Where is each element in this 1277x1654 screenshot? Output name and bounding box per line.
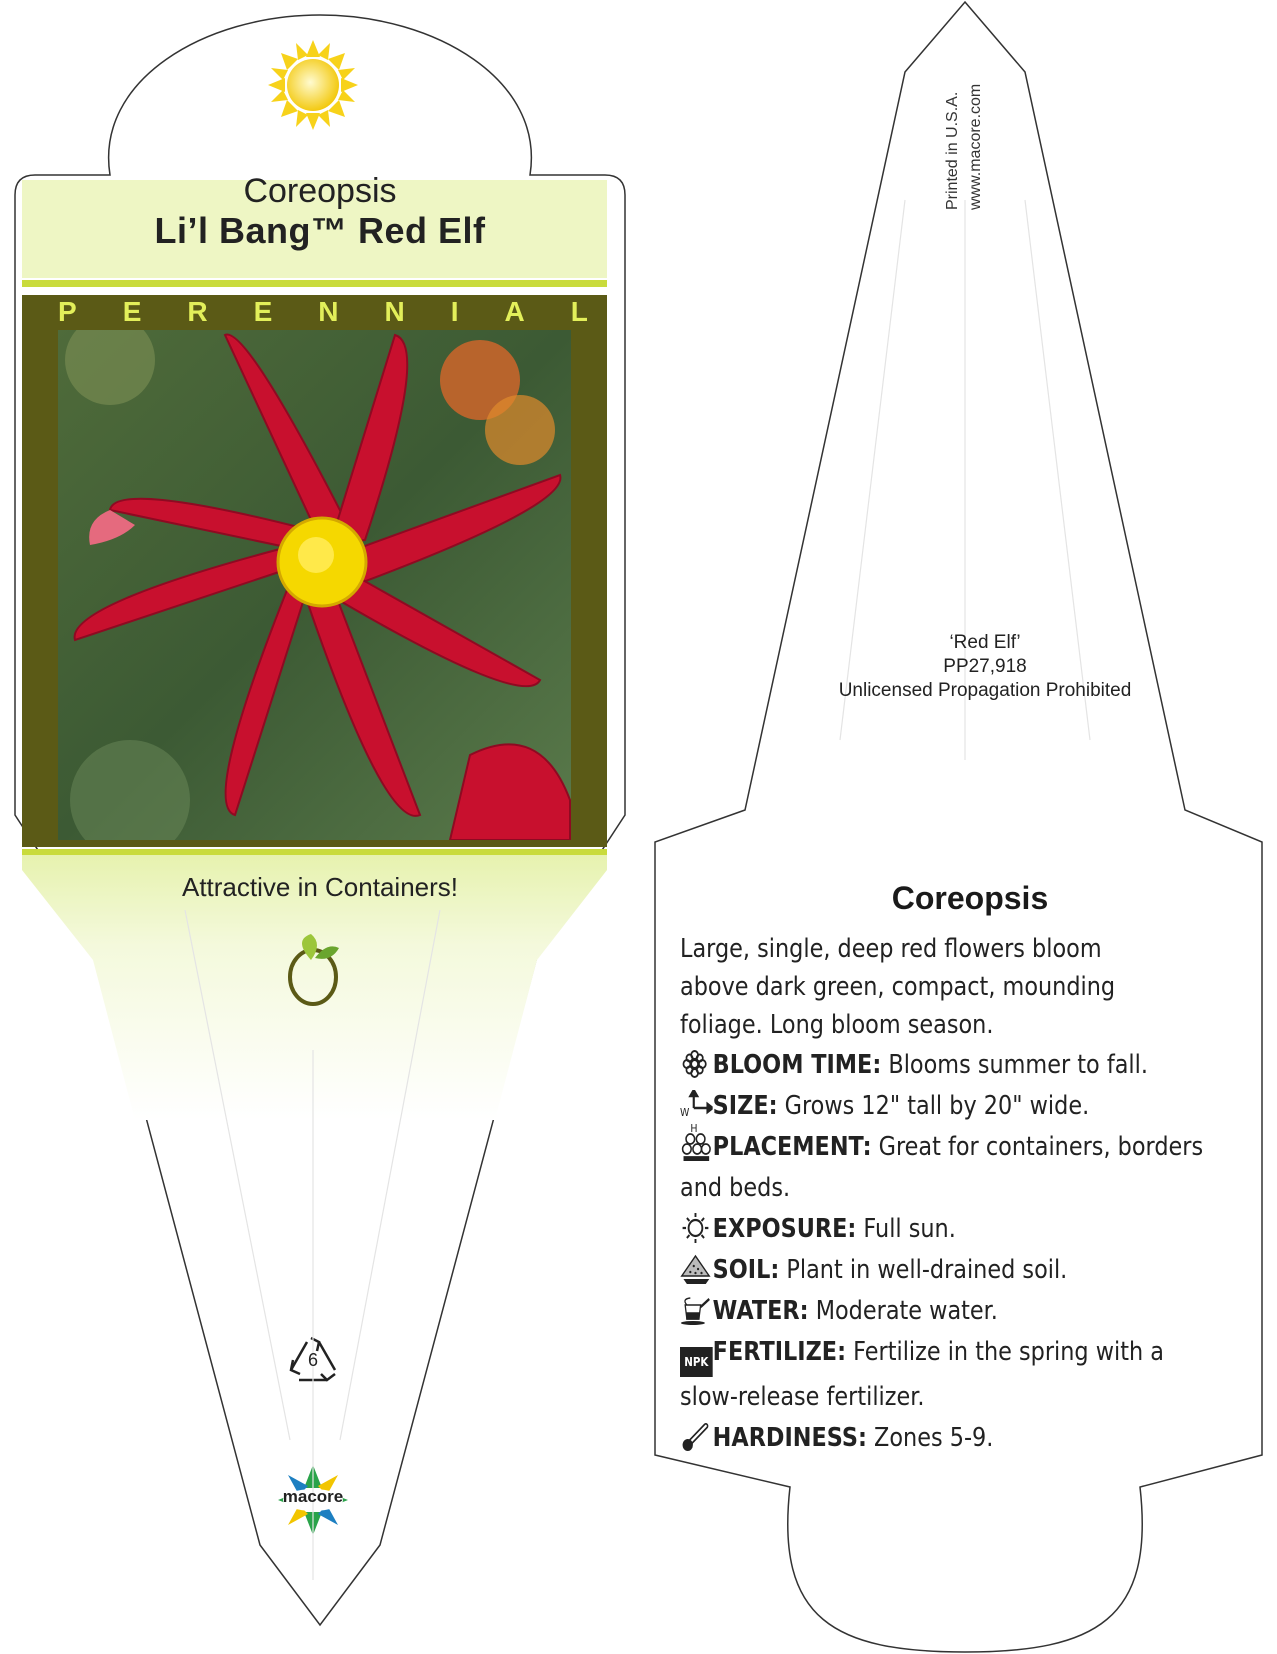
- care-list: [680, 1045, 1240, 1459]
- care-text: Moderate water.: [808, 1296, 998, 1326]
- legal-patent: PP27,918: [943, 656, 1027, 677]
- care-text: Plant in well-drained soil.: [779, 1255, 1068, 1285]
- sun-icon: [268, 40, 358, 130]
- care-water: [680, 1291, 1222, 1332]
- care-label: HARDINESS:: [712, 1423, 867, 1453]
- category-letter: L: [570, 296, 588, 327]
- care-bloom-time: [680, 1045, 1222, 1086]
- recycle-code: 6: [307, 1350, 318, 1370]
- care-size: [680, 1086, 1222, 1135]
- lower-band-rule: [22, 849, 607, 855]
- category-letter: P: [58, 296, 77, 327]
- category-letter: A: [504, 296, 525, 327]
- sun-outline-icon: [680, 1213, 713, 1243]
- category-letter: E: [122, 296, 142, 327]
- front-tag: [15, 15, 625, 1625]
- care-exposure: [680, 1209, 1222, 1250]
- care-label: SIZE:: [712, 1091, 778, 1121]
- category-letter: E: [253, 296, 273, 327]
- printed-in: Printed in U.S.A.: [944, 91, 961, 210]
- size-icon-w: W: [680, 1106, 690, 1119]
- placement-icon: [680, 1131, 713, 1161]
- care-label: PLACEMENT:: [712, 1132, 872, 1162]
- flower-icon: [680, 1049, 713, 1079]
- legal-cultivar: ‘Red Elf’: [949, 632, 1021, 653]
- category-letter: N: [384, 296, 405, 327]
- size-icon: [680, 1090, 713, 1135]
- legal-notice: Unlicensed Propagation Prohibited: [838, 680, 1132, 701]
- website: www.macore.com: [967, 83, 984, 210]
- soil-icon: [680, 1254, 713, 1284]
- npk-icon: NPK: [680, 1347, 713, 1377]
- care-text: Grows 12" tall by 20" wide.: [777, 1091, 1090, 1121]
- care-label: EXPOSURE:: [712, 1214, 857, 1244]
- care-placement: [680, 1127, 1222, 1209]
- care-label: SOIL:: [712, 1255, 780, 1285]
- variety-title: Li’l Bang™ Red Elf: [154, 210, 486, 251]
- care-label: BLOOM TIME:: [712, 1050, 882, 1080]
- care-hardiness: [680, 1418, 1222, 1459]
- watering-can-icon: [680, 1295, 713, 1325]
- size-icon-h: H: [690, 1122, 698, 1135]
- description: Large, single, deep red flowers bloom above dark green, compact, mounding foliage. Long bloom season.: [680, 934, 1116, 1040]
- care-text: Full sun.: [856, 1214, 956, 1244]
- thermometer-icon: [680, 1422, 713, 1452]
- care-label: FERTILIZE:: [712, 1337, 847, 1367]
- care-soil: [680, 1250, 1222, 1291]
- care-text: Great for containers, borders and beds.: [680, 1132, 1204, 1203]
- category-letter: R: [187, 296, 208, 327]
- title-rule: [22, 280, 607, 287]
- back-title: Coreopsis: [891, 880, 1049, 916]
- category-label: [58, 296, 588, 328]
- brand-name: macore: [282, 1487, 344, 1506]
- genus-title: Coreopsis: [243, 172, 397, 210]
- flower-photo: [58, 315, 571, 860]
- care-fertilize: [680, 1332, 1222, 1418]
- care-text: Zones 5-9.: [866, 1423, 994, 1453]
- category-letter: I: [450, 296, 459, 327]
- care-text: Blooms summer to fall.: [881, 1050, 1148, 1080]
- category-letter: N: [318, 296, 339, 327]
- tagline: Attractive in Containers!: [181, 872, 458, 902]
- care-label: WATER:: [712, 1296, 809, 1326]
- care-text: Fertilize in the spring with a slow-release fertilizer.: [680, 1337, 1164, 1412]
